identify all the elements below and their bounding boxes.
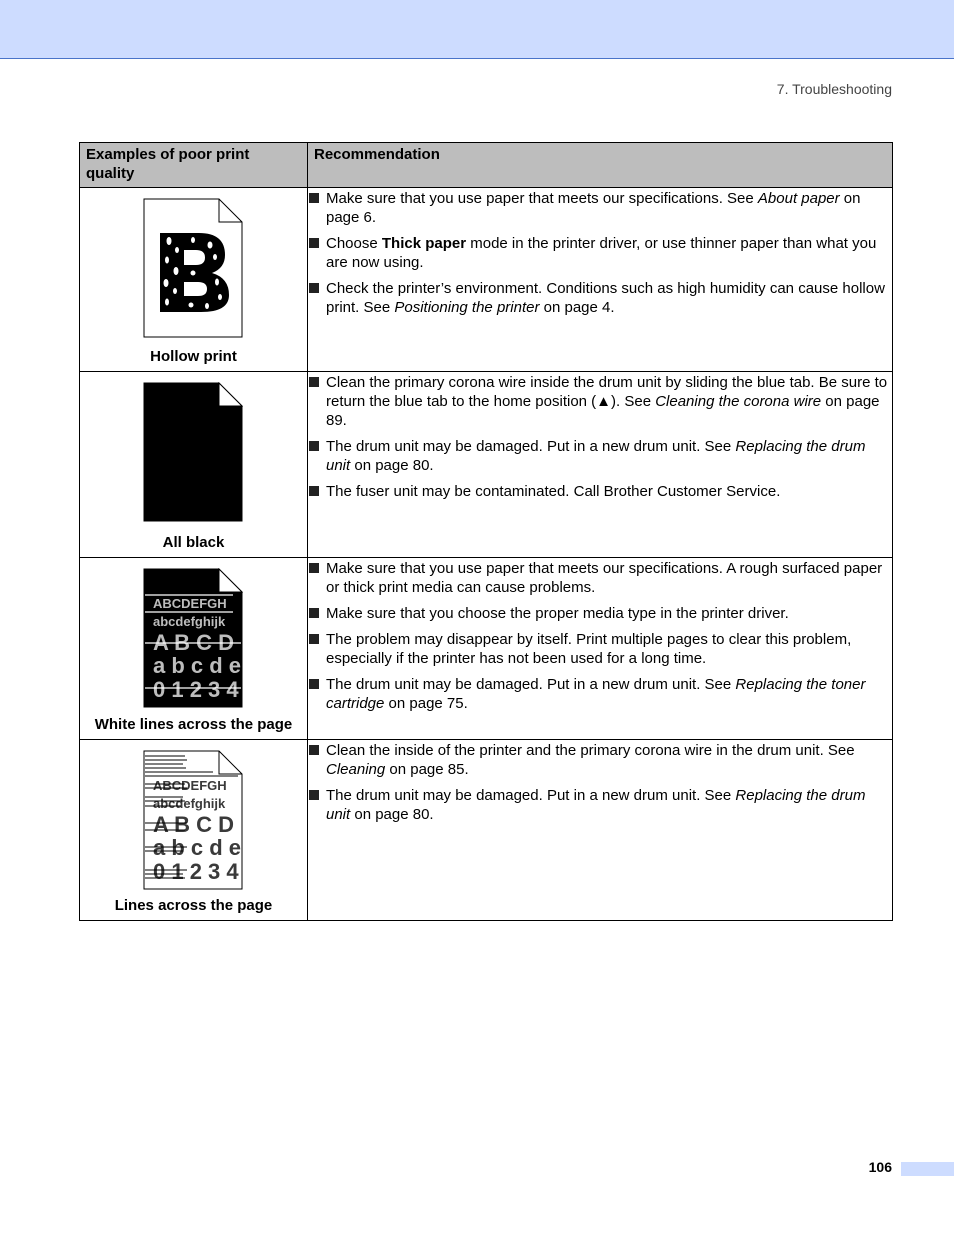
cross-reference: Cleaning the corona wire [655,393,822,410]
recommendation-item [308,279,892,317]
recommendation-item [308,786,892,824]
example-cell [80,558,308,740]
top-header-band [0,0,954,59]
sample-text-line: ABCDEFGH [153,778,227,793]
sample-text-line: ABCDEFGH [153,596,227,611]
text-run: The drum unit may be damaged. Put in a new drum unit. See [326,676,736,693]
sample-text-line: 0 1 2 3 4 [153,859,239,884]
table-row [80,372,893,558]
recommendation-item [308,675,892,713]
sample-text-line: A B C D [153,630,235,655]
cross-reference: Replacing the drum unit [326,787,866,823]
recommendation-cell [308,188,893,372]
example-cell [80,372,308,558]
page-number: 106 [868,1159,892,1175]
table-row [80,558,893,740]
text-run: on page 80. [350,457,434,474]
sample-text-line: abcdefghijk [153,614,226,629]
sample-text-line: A B C D [153,812,235,837]
hollow-letter-b-page-icon [143,198,243,340]
text-run: Clean the inside of the printer and the primary corona wire in the drum unit. See [326,742,855,759]
recommendation-list [308,189,892,317]
table-row [80,188,893,372]
recommendation-list [308,741,892,824]
recommendation-item [308,630,892,668]
cross-reference: Replacing the drum unit [326,438,866,474]
cross-reference: Positioning the printer [394,299,540,316]
recommendation-item [308,437,892,475]
example-cell [80,740,308,921]
text-run: The drum unit may be damaged. Put in a new drum unit. See [326,438,736,455]
recommendation-item [308,741,892,779]
text-run: Check the printer’s environment. Conditions such as high humidity can cause hollow print. See [326,280,885,316]
sample-text-line: a b c d e [153,653,242,678]
section-title: 7. Troubleshooting [776,81,892,97]
text-run: on page 89. [326,393,880,429]
cross-reference: About paper [757,190,840,207]
example-cell [80,188,308,372]
text-run: on page 6. [326,190,861,226]
recommendation-list [308,373,892,501]
recommendation-cell [308,558,893,740]
lines-across-page-icon [143,750,243,892]
cross-reference: Cleaning [326,761,386,778]
sample-text-line: abcdefghijk [153,796,226,811]
recommendation-cell [308,740,893,921]
page-tab-marker [901,1162,954,1176]
table-row [80,740,893,921]
text-run: Make sure that you choose the proper media type in the printer driver. [326,605,789,622]
recommendation-item [308,189,892,227]
text-run: Choose [326,235,382,252]
text-run: The problem may disappear by itself. Print multiple pages to clear this problem, especially if the printer has not been used for a long time. [326,631,852,667]
column-header-recommendation: Recommendation [308,143,893,188]
white-lines-page-icon [143,568,243,710]
text-run: Make sure that you use paper that meets our specifications. See [326,190,758,207]
print-quality-table [79,142,893,921]
column-header-examples: Examples of poor print quality [80,143,308,188]
text-run: on page 4. [539,299,615,316]
recommendation-cell [308,372,893,558]
cross-reference: Replacing the toner cartridge [326,676,866,712]
text-run: on page 85. [385,761,469,778]
recommendation-item [308,559,892,597]
recommendation-item [308,482,892,501]
example-label: All black [162,534,225,551]
recommendation-item [308,373,892,430]
text-run: Clean the primary corona wire inside the drum unit by sliding the blue tab. Be sure to return the blue tab to the home position (▲). See [326,374,888,410]
text-run: The fuser unit may be contaminated. Call Brother Customer Service. [326,483,781,500]
recommendation-item [308,234,892,272]
sample-text-line: a b c d e [153,835,242,860]
recommendation-list [308,559,892,713]
recommendation-item [308,604,892,623]
example-label: White lines across the page [94,716,293,733]
text-run: mode in the printer driver, or use thinner paper than what you are now using. [326,235,877,271]
sample-text-line: 0 1 2 3 4 [153,677,239,702]
all-black-page-icon [143,382,243,524]
emphasis: Thick paper [381,235,467,252]
example-label: Hollow print [150,348,237,365]
text-run: on page 75. [384,695,468,712]
text-run: on page 80. [350,806,434,823]
example-label: Lines across the page [114,897,273,914]
text-run: The drum unit may be damaged. Put in a new drum unit. See [326,787,736,804]
text-run: Make sure that you use paper that meets our specifications. A rough surfaced paper or thick print media can cause problems. [326,560,883,596]
